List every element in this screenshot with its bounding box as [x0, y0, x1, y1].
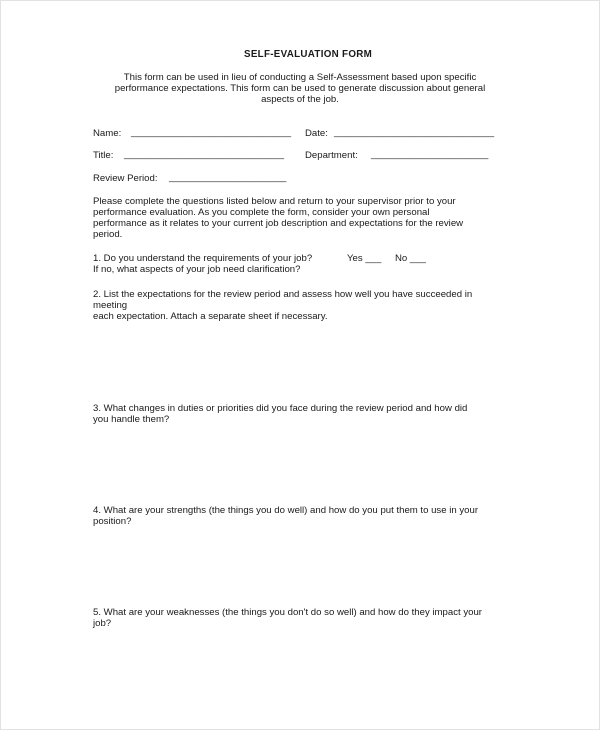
intro-line-1: This form can be used in lieu of conducting a Self-Assessment based upon specific	[123, 72, 477, 83]
review-period-label: Review Period:	[93, 173, 158, 184]
question-4-line-1: 4. What are your strengths (the things you do well) and how do you put them to use in your	[93, 505, 479, 516]
name-label: Name:	[93, 128, 122, 139]
review-period-field[interactable]: ______________________	[169, 172, 287, 183]
question-4-line-2: position?	[93, 516, 132, 527]
question-5-line-1: 5. What are your weaknesses (the things you don't do so well) and how do they impact your	[93, 607, 482, 618]
form-title: SELF-EVALUATION FORM	[244, 49, 373, 60]
question-1-yes[interactable]: Yes ___	[347, 253, 382, 264]
department-field[interactable]: ______________________	[371, 149, 489, 160]
date-label: Date:	[305, 128, 328, 139]
instructions-line-3: performance as it relates to your current job description and expectations for the review	[93, 218, 464, 229]
date-field[interactable]: ______________________________	[334, 127, 495, 138]
question-3-line-2: you handle them?	[93, 414, 170, 425]
title-field[interactable]: ______________________________	[124, 149, 285, 160]
name-field[interactable]: ______________________________	[131, 127, 292, 138]
title-label: Title:	[93, 150, 114, 161]
instructions-line-2: performance evaluation. As you complete the form, consider your own personal	[93, 207, 430, 218]
intro-line-2: performance expectations. This form can be used to generate discussion about general	[114, 83, 486, 94]
instructions-line-1: Please complete the questions listed below and return to your supervisor prior to your	[93, 196, 456, 207]
department-label: Department:	[305, 150, 358, 161]
question-2-line-1: 2. List the expectations for the review period and assess how well you have succeeded in	[93, 289, 473, 300]
question-1-text: 1. Do you understand the requirements of your job?	[93, 253, 313, 264]
instructions-line-4: period.	[93, 229, 123, 240]
question-2-line-3: each expectation. Attach a separate sheet if necessary.	[93, 311, 328, 322]
intro-line-3: aspects of the job.	[261, 94, 339, 105]
question-3-line-1: 3. What changes in duties or priorities did you face during the review period and how did	[93, 403, 468, 414]
question-2-line-2: meeting	[93, 300, 128, 311]
question-5-line-2: job?	[93, 618, 112, 629]
question-1-followup: If no, what aspects of your job need clarification?	[93, 264, 301, 275]
question-1-no[interactable]: No ___	[395, 253, 426, 264]
